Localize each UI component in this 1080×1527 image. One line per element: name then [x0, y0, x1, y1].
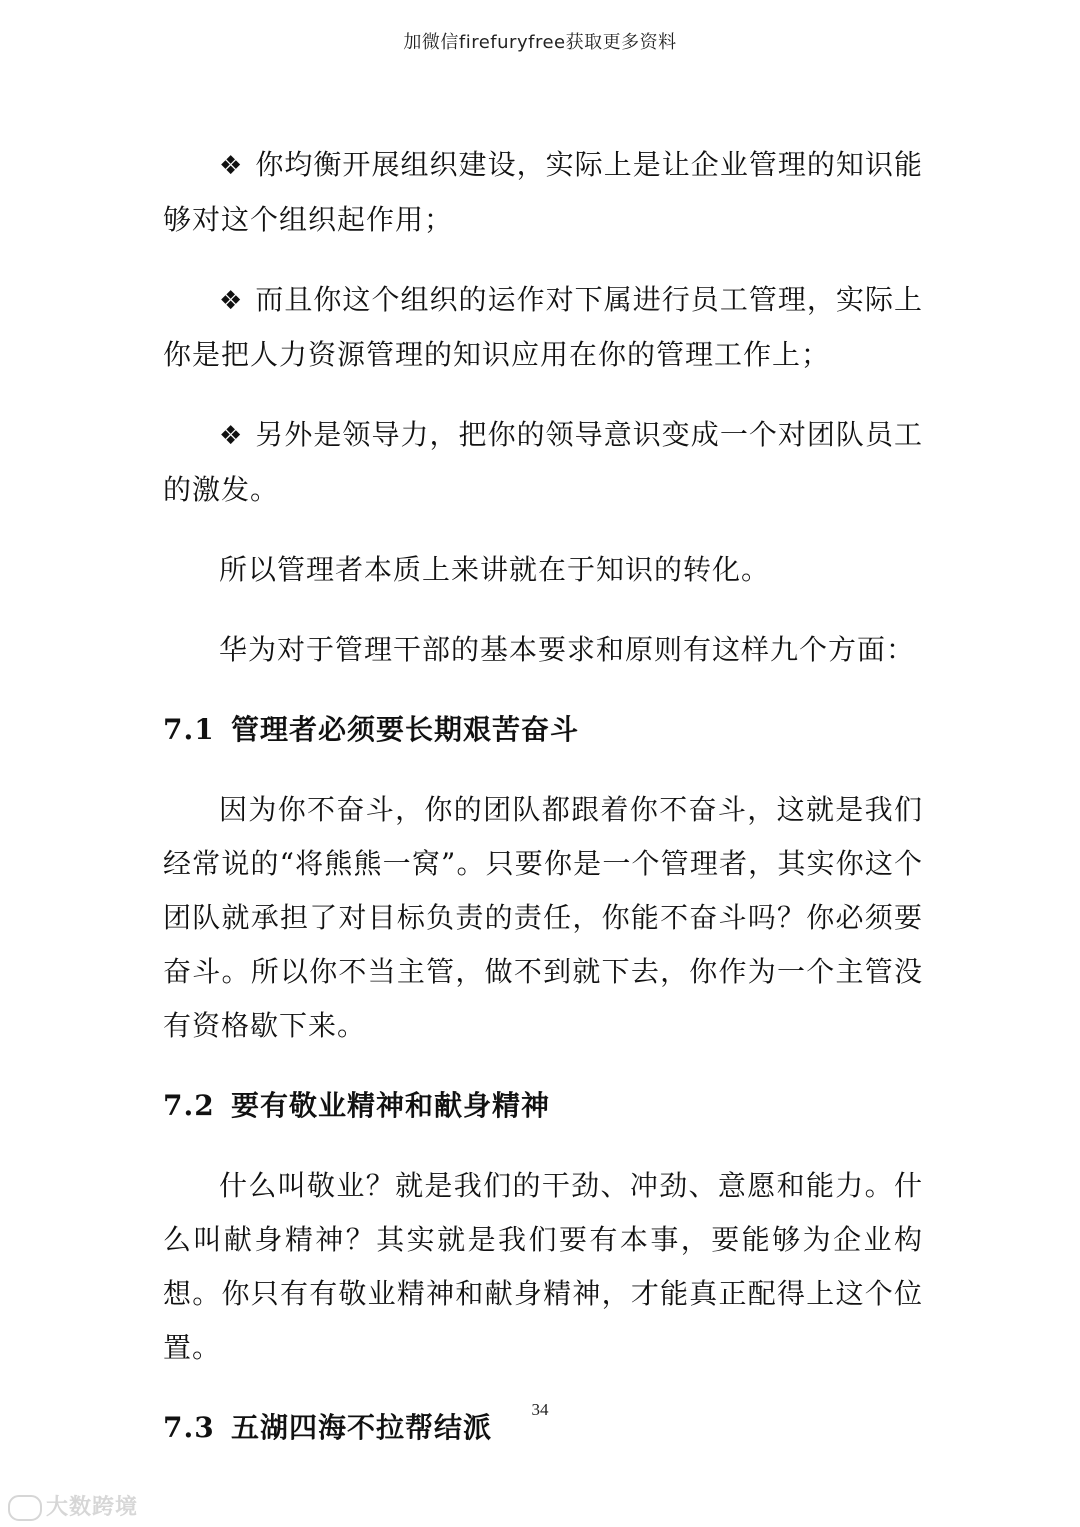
section-number: 7.1 [163, 713, 215, 746]
bullet-item [163, 273, 923, 382]
paragraph: 所以管理者本质上来讲就在于知识的转化。 [219, 553, 771, 586]
section-body: 因为你不奋斗，你的团队都跟着你不奋斗，这就是我们经常说的“将熊熊一窝”。只要你是一个管理者，其实你这个团队就承担了对目标负责的责任，你能不奋斗吗？你必须要奋斗。所以你不当主管，做不到就下去，你作为一个主管没有资格歇下来。 [163, 793, 923, 1042]
bullet-text: 你均衡开展组织建设，实际上是让企业管理的知识能够对这个组织起作用； [163, 148, 923, 236]
diamond-bullet-icon: ❖ [219, 151, 244, 181]
section-heading [163, 1079, 923, 1133]
section-title: 要有敬业精神和献身精神 [231, 1089, 551, 1122]
page-header: 加微信firefuryfree获取更多资料 [403, 32, 677, 53]
bullet-item [163, 408, 923, 517]
bullet-item [163, 138, 923, 247]
watermark [8, 1490, 138, 1521]
watermark-logo-icon [8, 1495, 42, 1521]
watermark-text: 大数跨境 [46, 1495, 139, 1520]
section-title: 管理者必须要长期艰苦奋斗 [231, 713, 580, 746]
document-body [163, 138, 923, 1481]
bullet-text: 而且你这个组织的运作对下属进行员工管理，实际上你是把人力资源管理的知识应用在你的管理工作上； [163, 283, 923, 371]
diamond-bullet-icon: ❖ [219, 421, 244, 451]
bullet-text: 另外是领导力，把你的领导意识变成一个对团队员工的激发。 [163, 418, 923, 506]
section-heading [163, 703, 923, 757]
section-title: 五湖四海不拉帮结派 [231, 1411, 493, 1444]
paragraph: 华为对于管理干部的基本要求和原则有这样九个方面： [219, 633, 916, 666]
page-number: 34 [531, 1400, 549, 1419]
section-number: 7.3 [163, 1411, 215, 1444]
diamond-bullet-icon: ❖ [219, 286, 244, 316]
section-number: 7.2 [163, 1089, 215, 1122]
section-body: 什么叫敬业？就是我们的干劲、冲劲、意愿和能力。什么叫献身精神？其实就是我们要有本事，要能够为企业构想。你只有有敬业精神和献身精神，才能真正配得上这个位置。 [163, 1169, 923, 1364]
